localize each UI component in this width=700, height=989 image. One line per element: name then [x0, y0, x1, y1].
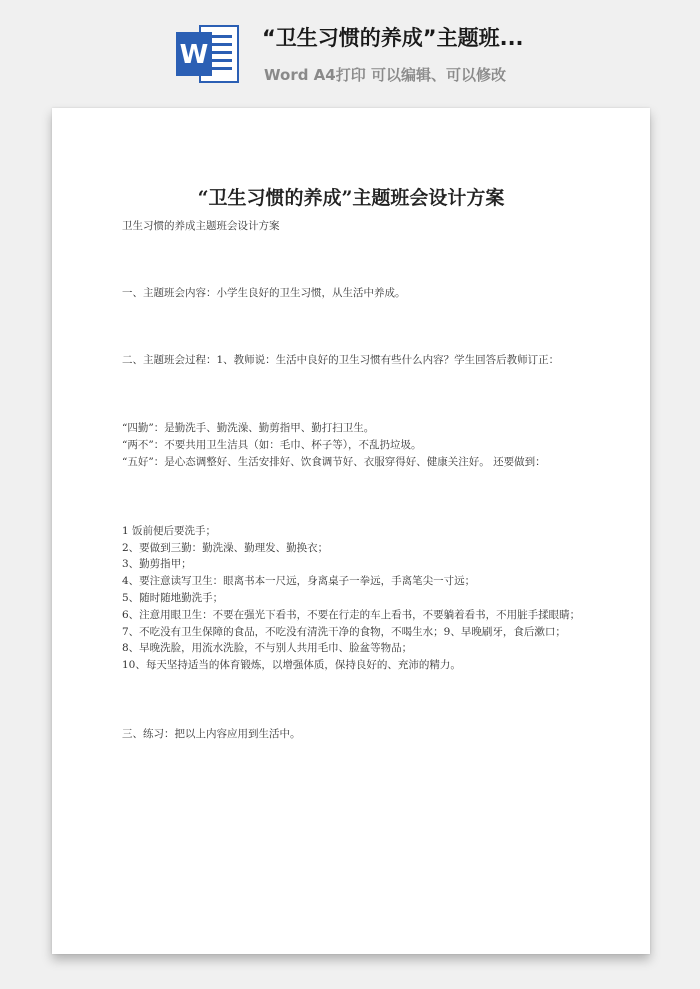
rule-line: 6、注意用眼卫生：不要在强光下看书，不要在行走的车上看书，不要躺着看书，不用脏手揉眼睛；: [122, 608, 581, 621]
document-title: “卫生习惯的养成”主题班...: [262, 26, 524, 50]
rule-line: 10、每天坚持适当的体育锻炼，以增强体质，保持良好的、充沛的精力。: [122, 659, 461, 672]
habit-line: “两不”：不要共用卫生洁具（如：毛巾、杯子等），不乱扔垃圾。: [122, 439, 422, 452]
document-subtitle: Word A4打印 可以编辑、可以修改: [264, 66, 506, 84]
page-title: “卫生习惯的养成”主题班会设计方案: [197, 187, 505, 209]
subtitle-line: 卫生习惯的养成主题班会设计方案: [122, 220, 280, 232]
rule-line: 2、要做到三勤：勤洗澡、勤理发、勤换衣；: [122, 541, 329, 554]
section-1: 一、主题班会内容：小学生良好的卫生习惯，从生活中养成。: [122, 286, 406, 299]
rule-line: 8、早晚洗脸，用流水洗脸，不与别人共用毛巾、脸盆等物品；: [122, 642, 413, 655]
habit-line: “五好”：是心态调整好、生活安排好、饮食调节好、衣服穿得好、健康关注好。 还要做到：: [122, 455, 546, 468]
preview-header: [0, 0, 700, 100]
rule-line: 1 饭前便后要洗手；: [122, 524, 217, 537]
svg-text:W: W: [179, 40, 209, 70]
rule-line: 3、勤剪指甲；: [122, 558, 192, 571]
rule-line: 5、随时随地勤洗手；: [122, 591, 224, 604]
document-body: [122, 218, 582, 743]
word-document-icon: [174, 20, 242, 88]
document-page: [52, 108, 650, 954]
rule-line: 4、要注意读写卫生：眼离书本一尺远，身离桌子一拳远，手离笔尖一寸远；: [122, 575, 476, 588]
section-2: 二、主题班会过程：1、教师说：生活中良好的卫生习惯有些什么内容？学生回答后教师订正：: [122, 353, 560, 366]
habit-line: “四勤”：是勤洗手、勤洗澡、勤剪指甲、勤打扫卫生。: [122, 422, 375, 435]
section-3: 三、练习：把以上内容应用到生活中。: [122, 727, 301, 740]
rule-line: 7、不吃没有卫生保障的食品，不吃没有清洗干净的食物，不喝生水；9、早晚刷牙，食后漱口；: [122, 625, 566, 638]
